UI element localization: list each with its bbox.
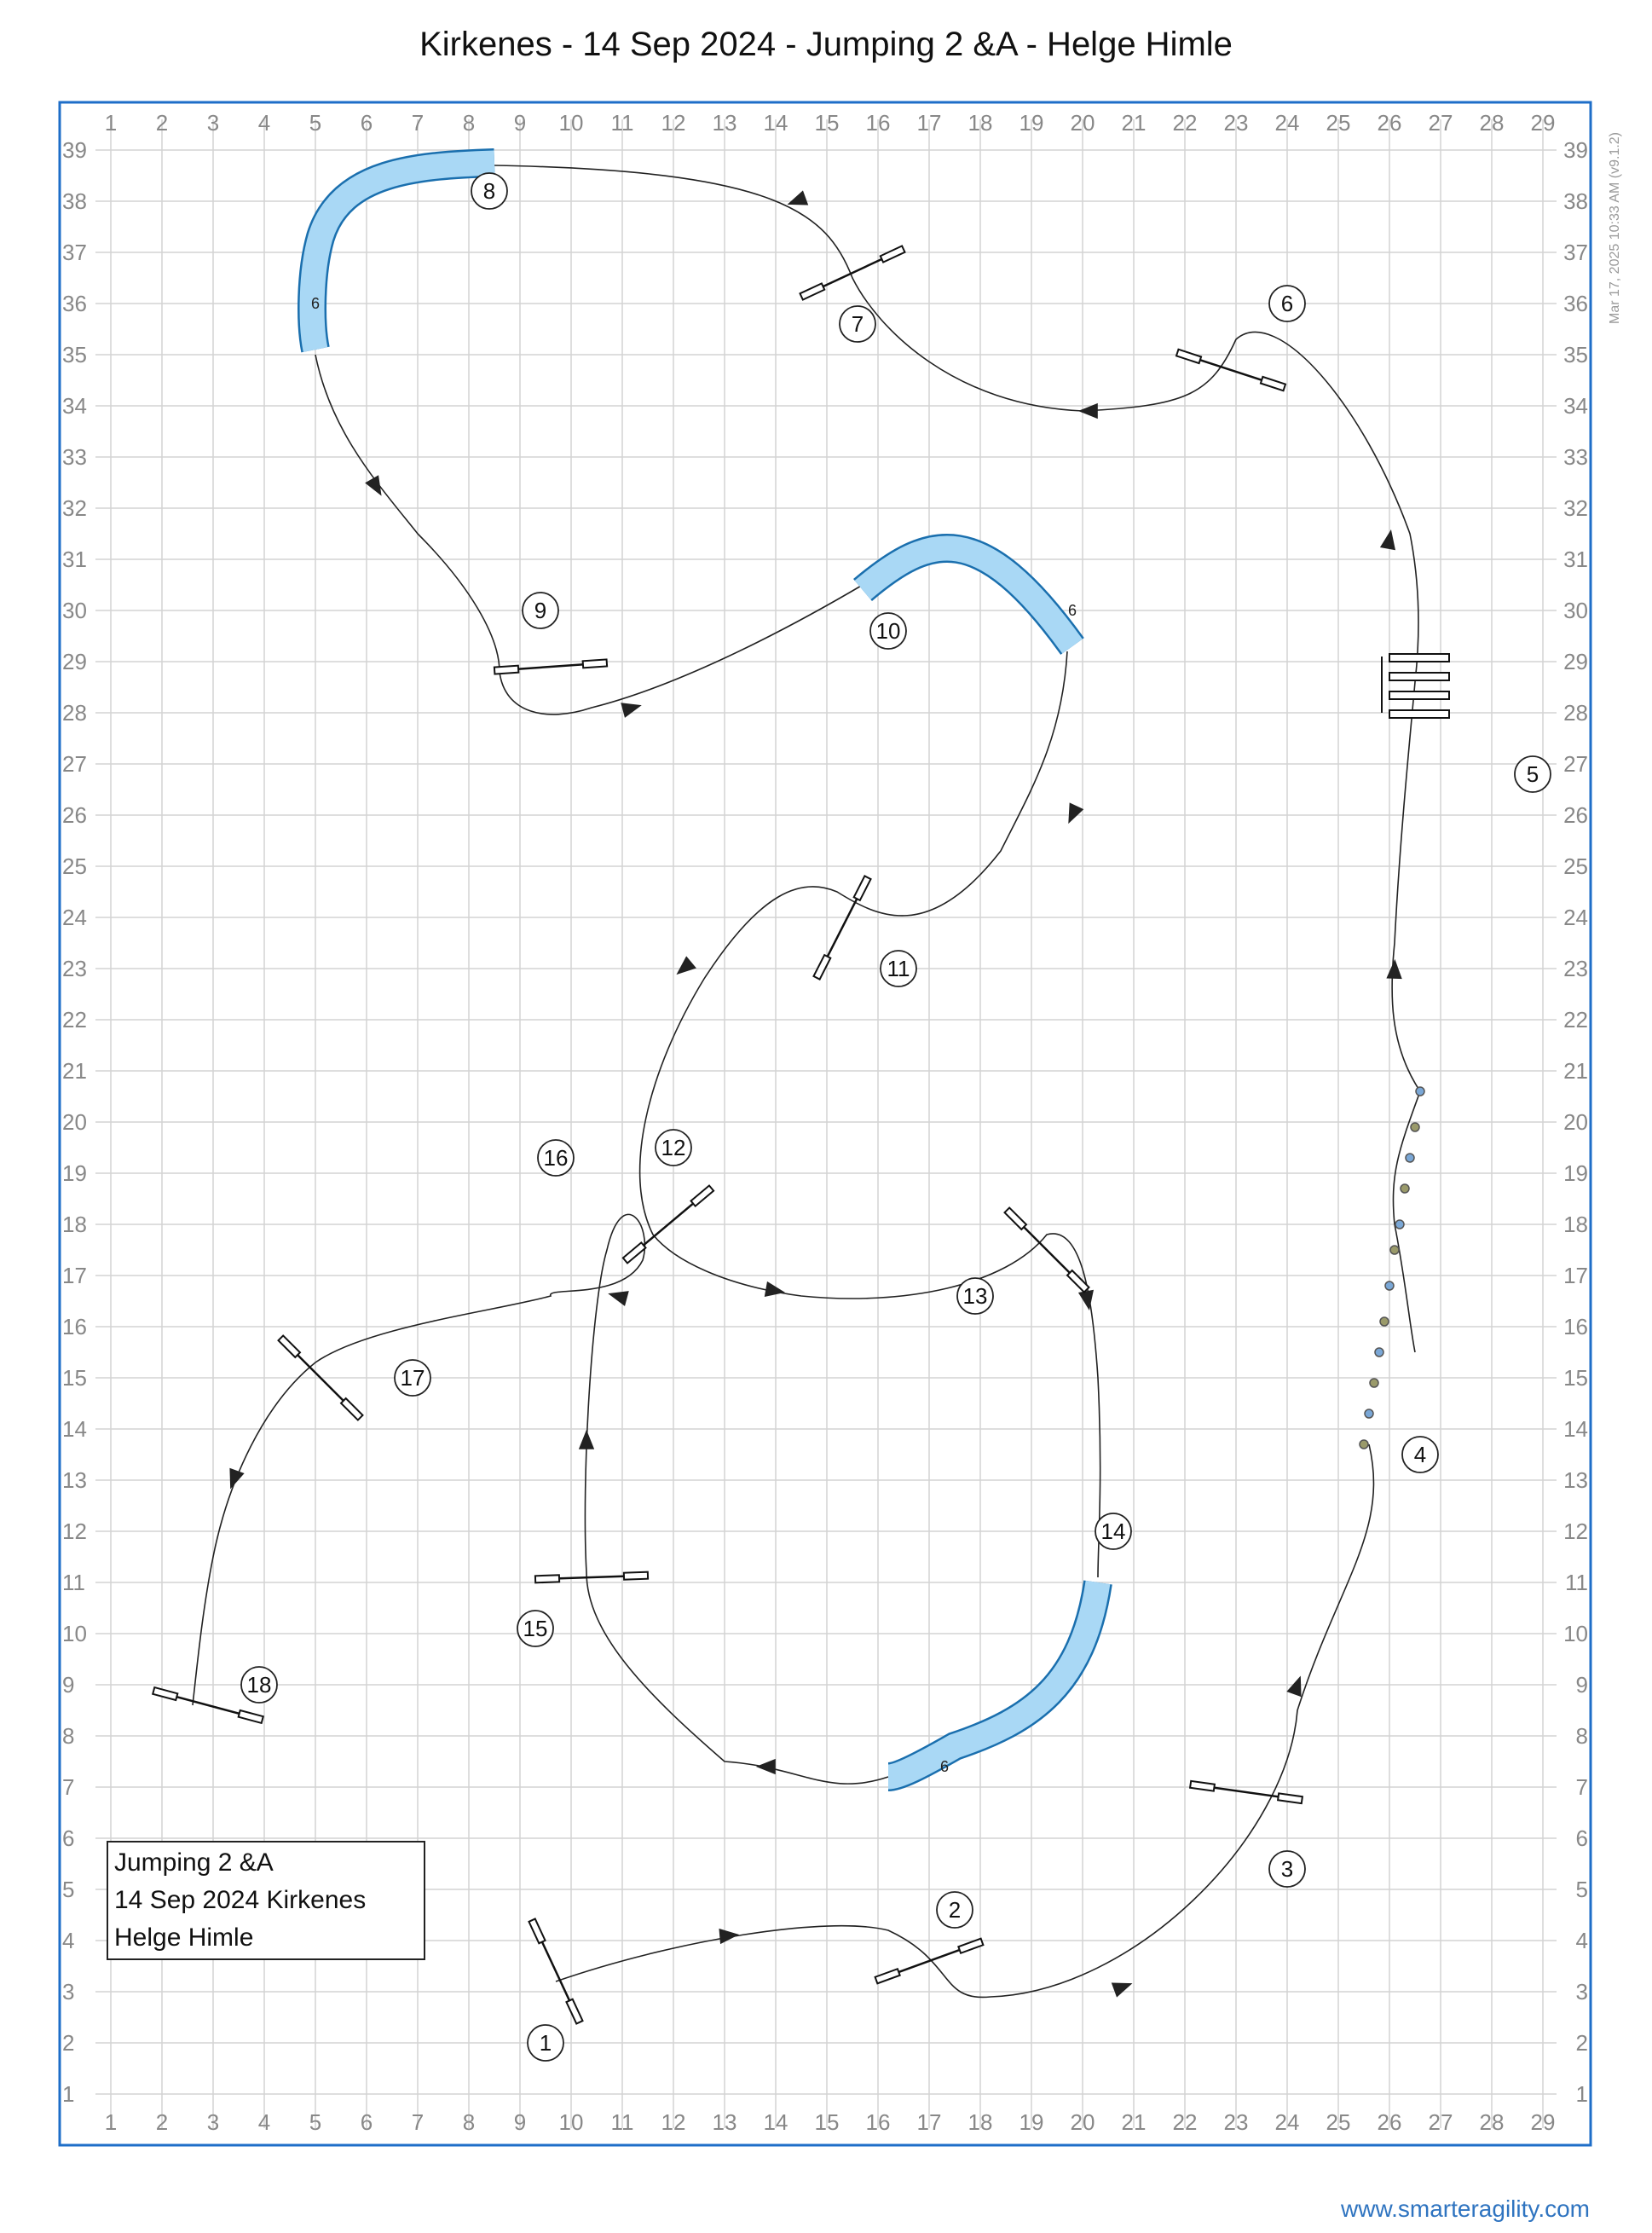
jump-wing	[624, 1572, 648, 1580]
long-jump-board	[1389, 691, 1449, 699]
grid-row-label: 28	[62, 700, 87, 726]
grid-col-label: 21	[1121, 110, 1147, 136]
grid-col-label: 13	[712, 2109, 737, 2135]
number-label: 14	[1100, 1519, 1126, 1544]
grid-col-label: 18	[968, 110, 993, 136]
obstacle-number	[1269, 286, 1305, 321]
direction-arrow	[608, 1287, 627, 1305]
grid-row-label: 7	[1575, 1774, 1588, 1800]
grid-row-label: 16	[62, 1314, 87, 1339]
info-line-2: 14 Sep 2024 Kirkenes	[114, 1886, 367, 1914]
grid-row-label: 34	[1563, 393, 1588, 419]
obstacle-number	[538, 1140, 574, 1176]
grid-row-label: 27	[1563, 751, 1588, 777]
grid-row-label: 25	[62, 853, 87, 879]
obstacle-number	[870, 613, 906, 649]
grid-col-label: 5	[309, 2109, 322, 2135]
grid-row-label: 32	[1563, 495, 1588, 521]
grid-col-label: 12	[661, 2109, 686, 2135]
number-label: 3	[1280, 1856, 1294, 1882]
jump-obstacle	[1176, 350, 1285, 390]
obstacle-number	[656, 1130, 691, 1166]
tunnel-label: 6	[939, 1758, 950, 1775]
grid-row-label: 1	[62, 2081, 75, 2107]
grid-col-label: 27	[1428, 110, 1453, 136]
grid-row-label: 16	[1563, 1314, 1588, 1339]
number-label: 6	[1280, 291, 1294, 316]
grid-row-label: 4	[62, 1928, 75, 1953]
grid-col-label: 18	[968, 2109, 993, 2135]
grid-col-label: 5	[309, 110, 322, 136]
grid-col-label: 20	[1070, 110, 1095, 136]
grid-col-label: 9	[513, 110, 527, 136]
direction-arrow	[758, 1760, 775, 1773]
number-label: 2	[948, 1897, 962, 1923]
obstacle-number	[528, 2025, 563, 2061]
grid-col-label: 22	[1172, 2109, 1198, 2135]
grid-row-label: 28	[1563, 700, 1588, 726]
grid-row-label: 10	[62, 1621, 87, 1646]
jump-obstacle	[1190, 1781, 1303, 1803]
course-title: Kirkenes - 14 Sep 2024 - Jumping 2 &A - Helge Himle	[419, 26, 1233, 63]
weave-pole	[1380, 1317, 1389, 1326]
grid-row-label: 26	[62, 802, 87, 828]
obstacle-number	[881, 951, 916, 986]
grid-row-label: 19	[1563, 1160, 1588, 1186]
jump-wing	[529, 1918, 545, 1943]
direction-arrow	[224, 1469, 243, 1490]
grid-row-label: 17	[62, 1263, 87, 1288]
grid-row-label: 4	[1575, 1928, 1588, 1953]
grid-col-label: 16	[865, 2109, 891, 2135]
grid-col-label: 6	[360, 110, 373, 136]
number-label: 17	[400, 1365, 425, 1391]
grid-row-label: 9	[62, 1672, 75, 1698]
path-segment	[193, 1214, 888, 1784]
direction-arrow	[1079, 1291, 1095, 1310]
number-label: 12	[661, 1135, 686, 1160]
jump-obstacle	[529, 1918, 582, 2023]
version-stamp: Mar 17, 2025 10:33 AM (v9.1.2)	[1608, 131, 1622, 324]
grid-row-label: 27	[62, 751, 87, 777]
weave-pole	[1401, 1184, 1409, 1193]
number-label: 18	[246, 1672, 272, 1698]
number-label: 8	[482, 178, 496, 204]
direction-arrow	[621, 699, 641, 717]
obstacle-number	[241, 1667, 277, 1703]
number-label: 10	[875, 618, 901, 644]
number-label: 1	[539, 2030, 552, 2056]
grid-row-label: 17	[1563, 1263, 1588, 1288]
grid-col-label: 4	[257, 2109, 271, 2135]
direction-arrow	[580, 1432, 593, 1449]
direction-arrow	[367, 476, 387, 497]
grid-col-label: 12	[661, 110, 686, 136]
weave-pole	[1370, 1379, 1378, 1387]
weave-pole	[1416, 1087, 1424, 1096]
grid-col-label: 29	[1530, 110, 1556, 136]
course-grid	[62, 110, 1588, 2135]
jump-wing	[691, 1186, 714, 1206]
jump-wing	[566, 1999, 582, 2024]
grid-row-label: 29	[1563, 649, 1588, 674]
info-box	[107, 1842, 425, 1959]
grid-row-label: 18	[1563, 1212, 1588, 1237]
jump-wing	[583, 659, 607, 668]
grid-row-label: 38	[62, 188, 87, 214]
grid-col-label: 2	[155, 2109, 169, 2135]
grid-col-label: 3	[206, 110, 220, 136]
grid-col-label: 28	[1479, 110, 1505, 136]
grid-col-label: 14	[763, 2109, 788, 2135]
number-label: 4	[1413, 1442, 1427, 1467]
grid-row-label: 23	[62, 956, 87, 981]
grid-row-label: 24	[1563, 905, 1588, 930]
info-line-1: Jumping 2 &A	[114, 1848, 274, 1877]
obstacle-number	[1402, 1437, 1438, 1472]
grid-row-label: 2	[1575, 2030, 1588, 2056]
grid-col-label: 20	[1070, 2109, 1095, 2135]
obstacle-number	[937, 1892, 973, 1928]
grid-row-label: 29	[62, 649, 87, 674]
grid-row-label: 36	[1563, 291, 1588, 316]
number-label: 13	[962, 1283, 988, 1309]
obstacle-number	[1515, 756, 1551, 792]
grid-col-label: 29	[1530, 2109, 1556, 2135]
grid-row-label: 32	[62, 495, 87, 521]
number-label: 7	[851, 311, 864, 337]
grid-col-label: 19	[1019, 110, 1044, 136]
grid-row-label: 30	[62, 598, 87, 623]
grid-row-label: 37	[62, 240, 87, 265]
grid-row-label: 19	[62, 1160, 87, 1186]
grid-col-label: 23	[1223, 2109, 1249, 2135]
jump-wing	[535, 1575, 559, 1582]
grid-row-label: 6	[1575, 1825, 1588, 1851]
jump-wing	[1261, 377, 1285, 390]
jump-wing	[854, 876, 871, 900]
tunnel-body	[312, 163, 494, 350]
grid-row-label: 3	[1575, 1979, 1588, 2004]
direction-arrow	[765, 1282, 784, 1299]
grid-col-label: 22	[1172, 110, 1198, 136]
grid-col-label: 19	[1019, 2109, 1044, 2135]
grid-row-label: 8	[1575, 1723, 1588, 1749]
grid-col-label: 25	[1326, 110, 1351, 136]
grid-row-label: 6	[62, 1825, 75, 1851]
grid-col-label: 16	[865, 110, 891, 136]
jump-wing	[1176, 350, 1201, 363]
tunnel-body	[888, 1582, 1098, 1777]
grid-col-label: 17	[916, 2109, 942, 2135]
direction-arrow	[1063, 804, 1083, 825]
number-label: 11	[887, 956, 910, 981]
grid-col-label: 26	[1377, 2109, 1402, 2135]
tunnel-label: 6	[1067, 602, 1077, 619]
grid-row-label: 15	[1563, 1365, 1588, 1391]
grid-col-label: 27	[1428, 2109, 1453, 2135]
grid-row-label: 11	[62, 1570, 85, 1595]
grid-col-label: 10	[558, 2109, 584, 2135]
jump-wing	[800, 283, 824, 299]
grid-row-label: 1	[1575, 2081, 1588, 2107]
grid-col-label: 9	[513, 2109, 527, 2135]
grid-col-label: 13	[712, 110, 737, 136]
grid-col-label: 11	[610, 2109, 634, 2135]
grid-row-label: 37	[1563, 240, 1588, 265]
jump-wing	[341, 1398, 362, 1420]
grid-col-label: 23	[1223, 110, 1249, 136]
grid-col-label: 21	[1121, 2109, 1147, 2135]
jump-wing	[153, 1687, 177, 1700]
grid-row-label: 9	[1575, 1672, 1588, 1698]
grid-col-label: 1	[104, 110, 118, 136]
grid-row-label: 8	[62, 1723, 75, 1749]
grid-row-label: 7	[62, 1774, 75, 1800]
grid-col-label: 28	[1479, 2109, 1505, 2135]
grid-row-label: 24	[62, 905, 87, 930]
grid-row-label: 30	[1563, 598, 1588, 623]
weave-pole	[1411, 1123, 1419, 1131]
jump-wing	[279, 1336, 300, 1357]
grid-col-label: 26	[1377, 110, 1402, 136]
number-label: 16	[543, 1145, 569, 1171]
grid-row-label: 25	[1563, 853, 1588, 879]
grid-row-label: 21	[1563, 1058, 1588, 1084]
grid-col-label: 11	[610, 110, 634, 136]
jump-wing	[239, 1710, 263, 1723]
grid-row-label: 18	[62, 1212, 87, 1237]
grid-row-label: 26	[1563, 802, 1588, 828]
grid-row-label: 12	[62, 1519, 87, 1544]
grid-col-label: 17	[916, 110, 942, 136]
grid-col-label: 7	[411, 2109, 425, 2135]
info-line-3: Helge Himle	[114, 1924, 254, 1952]
grid-col-label: 1	[104, 2109, 118, 2135]
weave-pole	[1390, 1246, 1399, 1254]
obstacle-number	[957, 1278, 993, 1314]
obstacle-number	[517, 1611, 553, 1646]
grid-col-label: 2	[155, 110, 169, 136]
weave-pole	[1385, 1281, 1394, 1290]
weave-pole	[1365, 1409, 1373, 1418]
long-jump-board	[1389, 654, 1449, 662]
obstacle-number	[1095, 1513, 1131, 1549]
grid-row-label: 39	[62, 137, 87, 163]
jump-wing	[1190, 1781, 1215, 1791]
direction-arrow	[1381, 530, 1397, 549]
grid-col-label: 24	[1274, 2109, 1300, 2135]
jump-wing	[881, 246, 905, 262]
grid-row-label: 36	[62, 291, 87, 316]
long-jump-board	[1389, 710, 1449, 718]
grid-row-label: 33	[62, 444, 87, 470]
grid-row-label: 2	[62, 2030, 75, 2056]
grid-col-label: 15	[814, 2109, 840, 2135]
weave-pole	[1395, 1220, 1404, 1229]
grid-row-label: 13	[62, 1467, 87, 1493]
obstacle-number	[1269, 1851, 1305, 1887]
grid-row-label: 15	[62, 1365, 87, 1391]
grid-row-label: 33	[1563, 444, 1588, 470]
obstacle-number	[840, 306, 875, 342]
number-label: 15	[523, 1616, 548, 1641]
jump-wing	[875, 1969, 900, 1983]
weave-pole	[1375, 1348, 1383, 1357]
weave-pole	[1406, 1154, 1414, 1162]
grid-row-label: 5	[1575, 1877, 1588, 1902]
jump-obstacle	[535, 1572, 648, 1583]
grid-col-label: 14	[763, 110, 788, 136]
grid-row-label: 34	[62, 393, 87, 419]
grid-col-label: 7	[411, 110, 425, 136]
grid-row-label: 14	[62, 1416, 87, 1442]
weave-pole	[1360, 1440, 1368, 1449]
grid-col-label: 3	[206, 2109, 220, 2135]
obstacle-number	[471, 173, 507, 209]
long-jump-board	[1389, 673, 1449, 680]
grid-col-label: 4	[257, 110, 271, 136]
grid-col-label: 15	[814, 110, 840, 136]
jump-wing	[494, 666, 518, 674]
number-label: 9	[534, 598, 547, 623]
jump-wing	[1278, 1793, 1303, 1803]
jump-wing	[1005, 1208, 1026, 1229]
grid-row-label: 35	[1563, 342, 1588, 367]
grid-row-label: 3	[62, 1979, 75, 2004]
grid-row-label: 11	[1565, 1570, 1588, 1595]
obstacles	[153, 163, 1449, 2024]
grid-col-label: 8	[462, 2109, 476, 2135]
grid-row-label: 22	[1563, 1007, 1588, 1033]
grid-row-label: 22	[62, 1007, 87, 1033]
footer-link[interactable]: www.smarteragility.com	[1341, 2195, 1590, 2222]
grid-row-label: 12	[1563, 1519, 1588, 1544]
grid-row-label: 35	[62, 342, 87, 367]
direction-arrow	[1112, 1977, 1133, 1996]
grid-row-label: 5	[62, 1877, 75, 1902]
grid-col-label: 24	[1274, 110, 1300, 136]
number-label: 5	[1526, 761, 1539, 787]
obstacle-number	[395, 1360, 430, 1396]
grid-col-label: 25	[1326, 2109, 1351, 2135]
jump-obstacle	[800, 246, 904, 299]
jump-obstacle	[813, 876, 870, 979]
grid-col-label: 8	[462, 110, 476, 136]
grid-row-label: 13	[1563, 1467, 1588, 1493]
grid-row-label: 21	[62, 1058, 87, 1084]
grid-row-label: 31	[1563, 547, 1588, 572]
grid-row-label: 38	[1563, 188, 1588, 214]
jump-wing	[813, 955, 830, 980]
grid-row-label: 10	[1563, 1621, 1588, 1646]
grid-row-label: 39	[1563, 137, 1588, 163]
grid-col-label: 10	[558, 110, 584, 136]
grid-row-label: 20	[1563, 1109, 1588, 1135]
jump-obstacle	[1005, 1208, 1089, 1293]
grid-row-label: 14	[1563, 1416, 1588, 1442]
grid-row-label: 20	[62, 1109, 87, 1135]
grid-row-label: 23	[1563, 956, 1588, 981]
obstacle-number	[523, 593, 558, 628]
grid-row-label: 31	[62, 547, 87, 572]
grid-col-label: 6	[360, 2109, 373, 2135]
tunnel-label: 6	[310, 295, 321, 312]
